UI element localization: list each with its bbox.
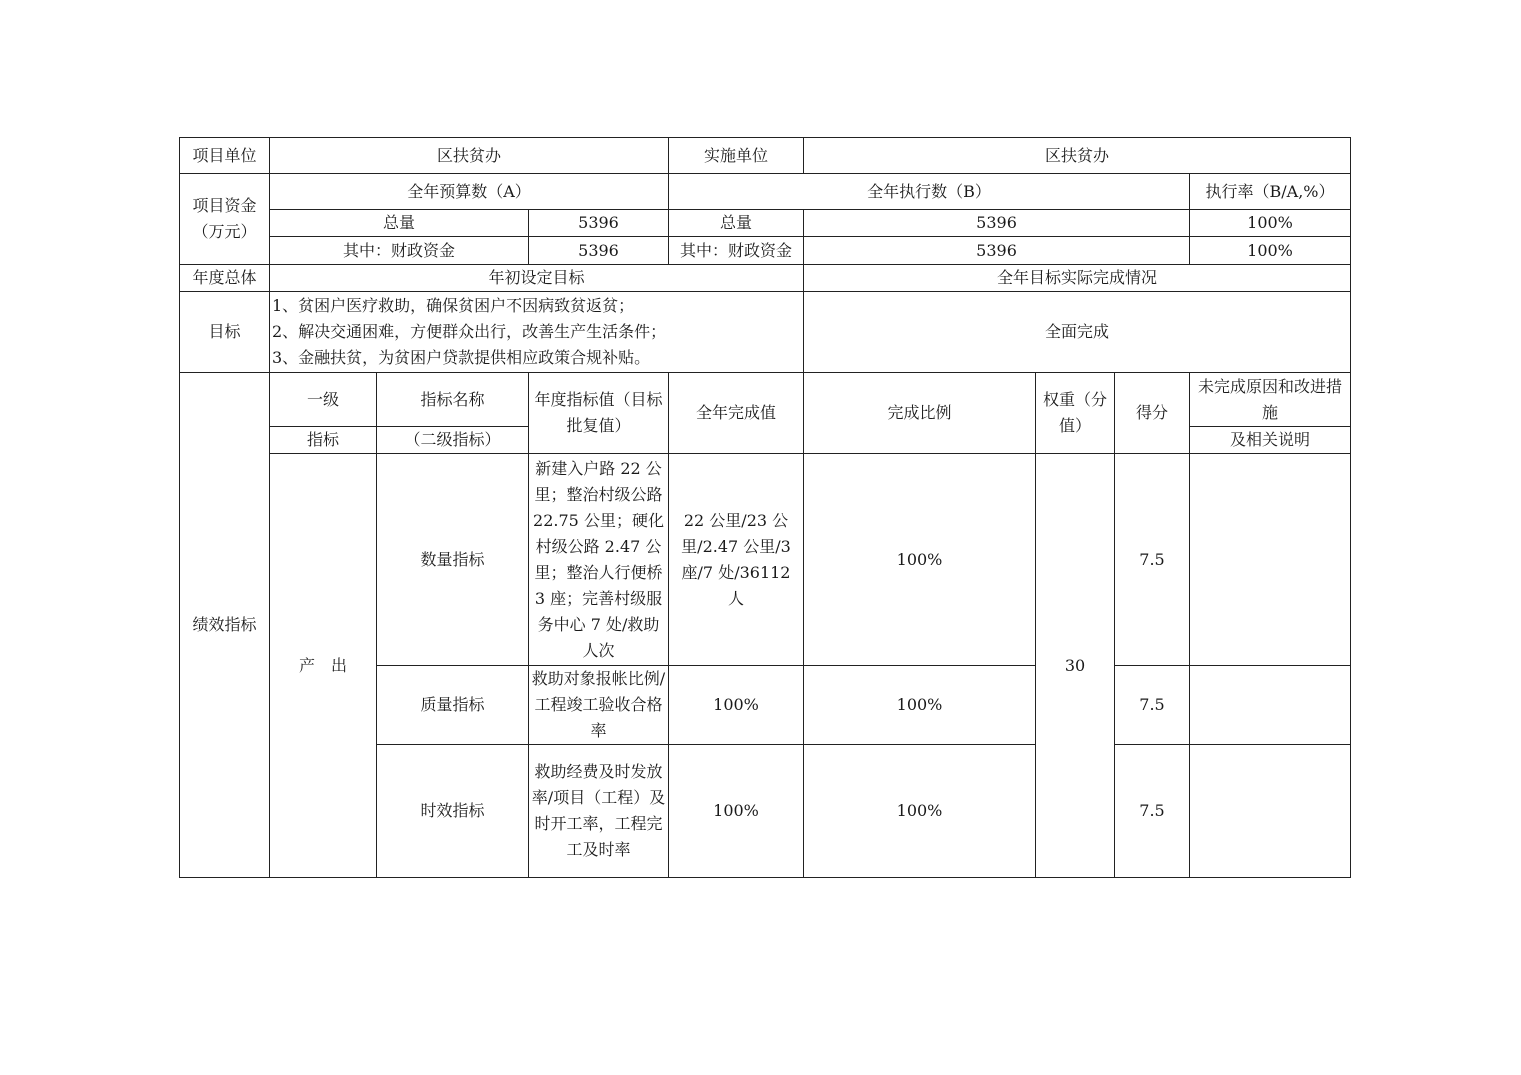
indicator-reason [1190,745,1351,878]
funds-label-b: 其中：财政资金 [669,237,804,265]
funds-label-a: 总量 [270,210,529,237]
indicator-done: 100% [669,745,804,878]
indicator-name: 质量指标 [377,666,529,745]
indicator-done: 22 公里/23 公里/2.47 公里/3 座/7 处/36112 人 [669,454,804,666]
goals-label-line2: 目标 [180,292,270,373]
indicator-score: 7.5 [1115,666,1190,745]
indicator-reason [1190,454,1351,666]
col-score: 得分 [1115,373,1190,454]
row-project-unit [180,138,1351,174]
project-unit-value: 区扶贫办 [270,138,669,174]
indicator-reason [1190,666,1351,745]
goals-set-header: 年初设定目标 [270,265,804,292]
indicator-name: 时效指标 [377,745,529,878]
row-funds-total [180,210,1351,237]
goals-actual-header: 全年目标实际完成情况 [804,265,1351,292]
funds-budget: 5396 [529,210,669,237]
goal-item: 2、解决交通困难，方便群众出行，改善生产生活条件； [272,322,667,341]
funds-label-b: 总量 [669,210,804,237]
indicator-target: 救助经费及时发放率/项目（工程）及时开工率，工程完工及时率 [529,745,669,878]
indicator-ratio: 100% [804,666,1036,745]
indicator-target: 救助对象报帐比例/工程竣工验收合格率 [529,666,669,745]
funds-exec: 5396 [804,210,1190,237]
col-ratio: 完成比例 [804,373,1036,454]
funds-label: 项目资金 （万元） [180,174,270,265]
col-target: 年度指标值（目标批复值） [529,373,669,454]
goal-item: 1、贫困户医疗救助，确保贫困户不因病致贫返贫； [272,296,635,315]
funds-budget: 5396 [529,237,669,265]
performance-table [179,137,1351,878]
row-funds-header [180,174,1351,210]
col-done: 全年完成值 [669,373,804,454]
indicator-ratio: 100% [804,454,1036,666]
col-reason-a: 未完成原因和改进措施 [1190,373,1351,427]
goals-label-line1: 年度总体 [180,265,270,292]
indicator-score: 7.5 [1115,454,1190,666]
col-name-b: （二级指标） [377,427,529,454]
goals-list [270,292,804,373]
rate-header: 执行率（B/A,%） [1190,174,1351,210]
indicator-done: 100% [669,666,804,745]
col-reason-b: 及相关说明 [1190,427,1351,454]
col-level1-a: 一级 [270,373,377,427]
col-weight: 权重（分值） [1036,373,1115,454]
funds-rate: 100% [1190,210,1351,237]
row-perf-header [180,373,1351,427]
funds-label-a: 其中：财政资金 [270,237,529,265]
row-goals-content [180,292,1351,373]
level1-value: 产 出 [270,454,377,878]
row-goals-header [180,265,1351,292]
goals-actual-value: 全面完成 [804,292,1351,373]
indicator-name: 数量指标 [377,454,529,666]
table-row [180,454,1351,666]
project-unit-label: 项目单位 [180,138,270,174]
row-funds-fiscal [180,237,1351,265]
funds-exec: 5396 [804,237,1190,265]
indicator-score: 7.5 [1115,745,1190,878]
col-level1-b: 指标 [270,427,377,454]
impl-unit-label: 实施单位 [669,138,804,174]
exec-header: 全年执行数（B） [669,174,1190,210]
goal-item: 3、金融扶贫，为贫困户贷款提供相应政策合规补贴。 [272,348,651,367]
funds-rate: 100% [1190,237,1351,265]
impl-unit-value: 区扶贫办 [804,138,1351,174]
indicator-ratio: 100% [804,745,1036,878]
weight-value: 30 [1036,454,1115,878]
budget-header: 全年预算数（A） [270,174,669,210]
col-name-a: 指标名称 [377,373,529,427]
perf-section-label: 绩效指标 [180,373,270,878]
indicator-target: 新建入户路 22 公里；整治村级公路 22.75 公里；硬化村级公路 2.47 公里；整治人行便桥 3 座；完善村级服务中心 7 处/救助人次 [529,454,669,666]
